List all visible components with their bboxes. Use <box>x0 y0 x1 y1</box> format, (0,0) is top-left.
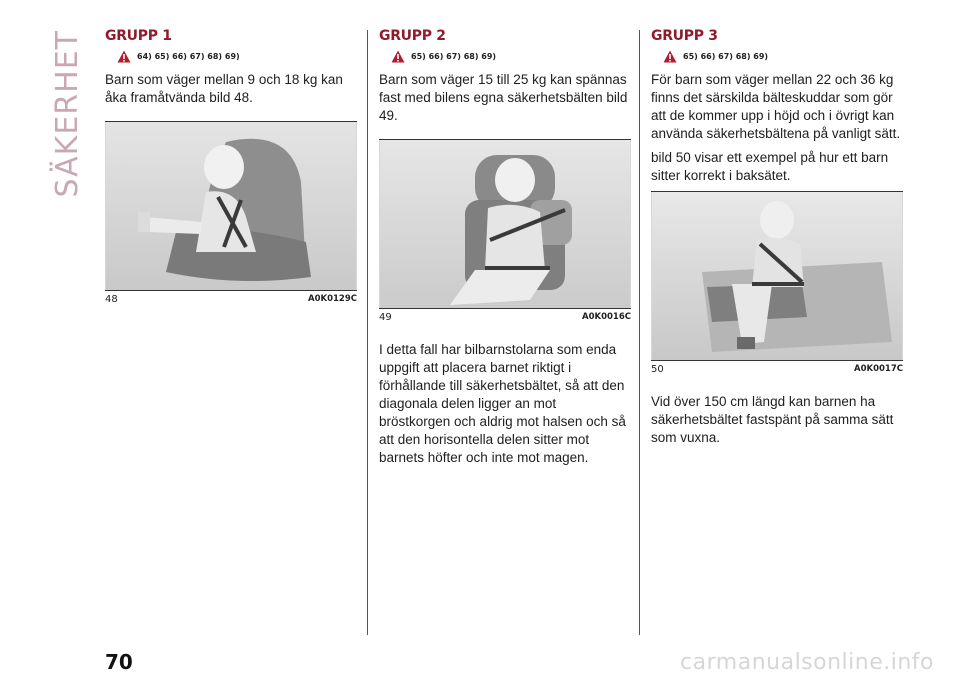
body-paragraph: Vid över 150 cm längd kan barnen ha säkerhetsbältet fastspänt på samma sätt som vuxna. <box>651 394 894 445</box>
body-paragraph: bild 50 visar ett exempel på hur ett barn sitter korrekt i baksätet. <box>651 150 889 183</box>
column-divider <box>367 30 368 635</box>
warning-triangle-icon <box>117 50 131 63</box>
warning-notice <box>663 50 903 63</box>
figure-50 <box>651 191 903 361</box>
column-grupp-1 <box>105 28 357 305</box>
figure-caption <box>651 361 903 375</box>
figure-caption <box>379 309 631 323</box>
figure-number: 49 <box>379 312 392 323</box>
section-tab <box>49 30 85 198</box>
column-grupp-3 <box>651 28 903 453</box>
figure-48 <box>105 121 357 291</box>
warning-notice <box>117 50 357 63</box>
figure-code: A0K0017C <box>854 364 903 374</box>
booster-cushion-image <box>651 192 903 360</box>
figure-caption <box>105 291 357 305</box>
warning-refs: 65) 66) 67) 68) 69) <box>411 52 497 61</box>
body-paragraph: Barn som väger 15 till 25 kg kan spännas fast med bilens egna säkerhetsbälten bild 49. <box>379 72 628 123</box>
warning-notice <box>391 50 631 63</box>
figure-number: 48 <box>105 294 118 305</box>
warning-triangle-icon <box>391 50 405 63</box>
column-divider <box>639 30 640 635</box>
column-grupp-2 <box>379 28 631 473</box>
figure-code: A0K0016C <box>582 312 631 322</box>
warning-triangle-icon <box>663 50 677 63</box>
warning-refs: 64) 65) 66) 67) 68) 69) <box>137 52 240 61</box>
booster-seat-image <box>379 140 631 308</box>
section-heading: GRUPP 2 <box>379 28 446 44</box>
figure-49 <box>379 139 631 309</box>
watermark: carmanualsonline.info <box>680 650 934 675</box>
body-paragraph: I detta fall har bilbarnstolarna som enda uppgift att placera barnet riktigt i förhållande till säkerhetsbältet, så att den diagonala delen ligger an mot bröstkorgen och aldrig mot halsen och så att den horisontella delen sitter mot barnets höfter och inte mot magen. <box>379 342 626 465</box>
section-heading: GRUPP 3 <box>651 28 718 44</box>
body-paragraph: För barn som väger mellan 22 och 36 kg finns det särskilda bälteskuddar som gör att de kommer upp i höjd och i övrigt kan använda säkerhetsbältena på vanligt sätt. <box>651 72 901 141</box>
figure-number: 50 <box>651 364 664 375</box>
warning-refs: 65) 66) 67) 68) 69) <box>683 52 769 61</box>
forward-facing-seat-image <box>105 122 357 290</box>
figure-code: A0K0129C <box>308 294 357 304</box>
section-heading: GRUPP 1 <box>105 28 172 44</box>
body-paragraph: Barn som väger mellan 9 och 18 kg kan åka framåtvända bild 48. <box>105 72 343 105</box>
section-tab-label: SÄKERHET <box>49 30 85 198</box>
page-number: 70 <box>105 650 133 674</box>
